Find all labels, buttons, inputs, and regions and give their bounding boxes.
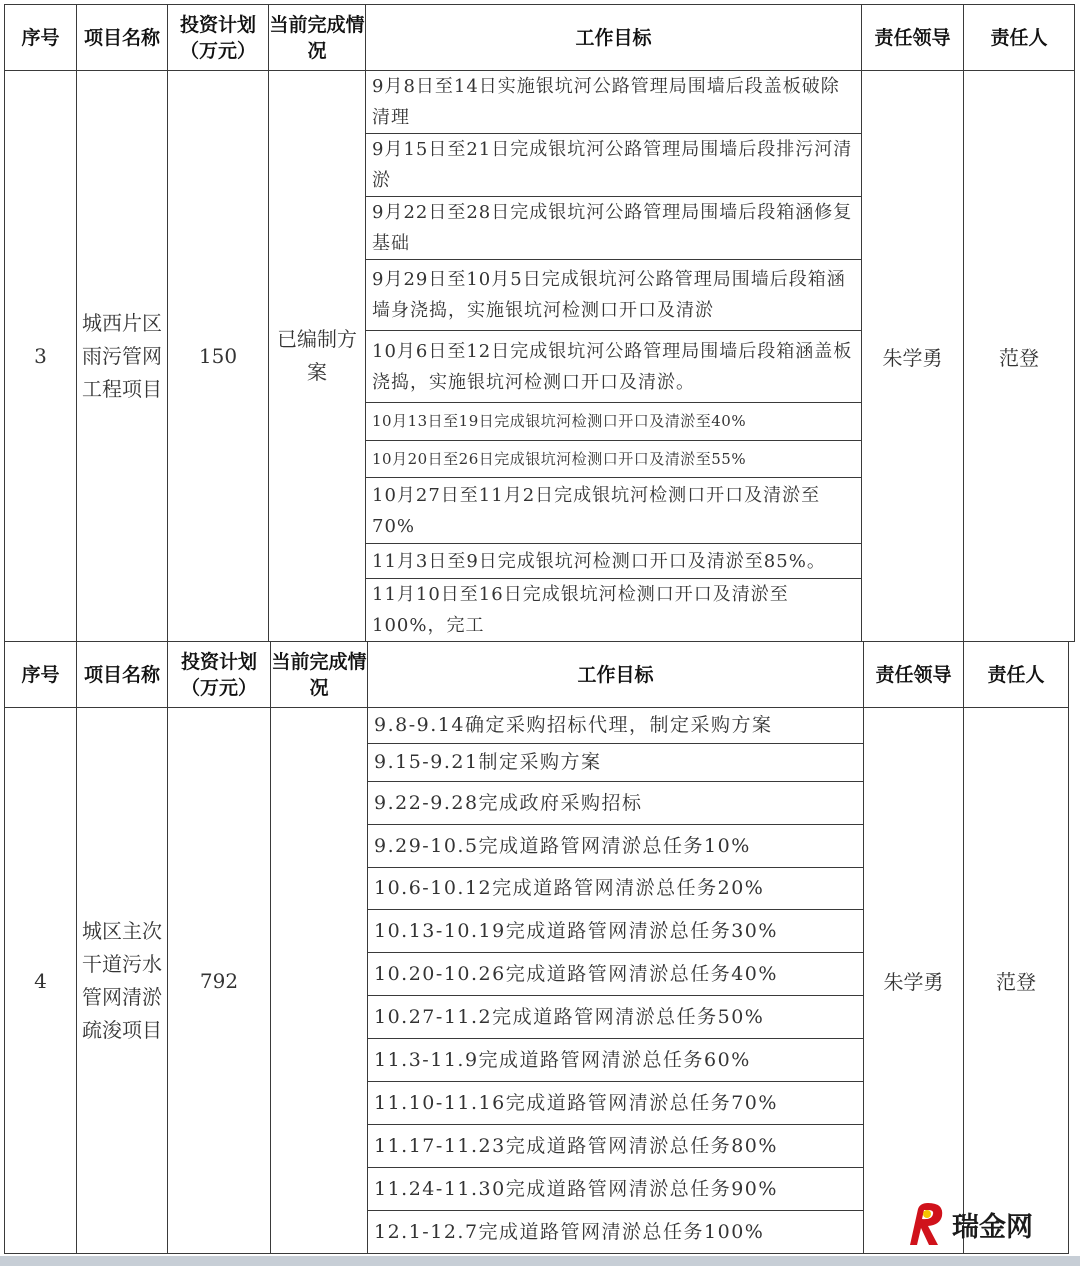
goal-item: 12.1-12.7完成道路管网清淤总任务100%: [368, 1211, 864, 1254]
project-name: 城区主次干道污水管网清淤疏浚项目: [77, 708, 168, 1254]
project-table-1: [4, 4, 1075, 642]
table-header-row: [5, 642, 1069, 708]
header-leader: 责任领导: [864, 642, 964, 708]
header-status: 当前完成情况: [269, 5, 366, 71]
project-status: 已编制方案: [269, 71, 366, 642]
project-person: 范登: [964, 71, 1075, 642]
goal-item: 11.3-11.9完成道路管网清淤总任务60%: [368, 1039, 864, 1082]
goal-item: 10.27-11.2完成道路管网清淤总任务50%: [368, 996, 864, 1039]
goal-item: 11.17-11.23完成道路管网清淤总任务80%: [368, 1125, 864, 1168]
goal-item: 9.8-9.14确定采购招标代理，制定采购方案: [368, 708, 864, 744]
goal-item: 11月3日至9日完成银坑河检测口开口及清淤至85%。: [366, 544, 862, 579]
project-person: 范登: [964, 708, 1069, 1254]
goal-item: 9月29日至10月5日完成银坑河公路管理局围墙后段箱涵墙身浇捣，实施银坑河检测口开口及清淤: [366, 260, 862, 331]
header-seq: 序号: [5, 642, 77, 708]
goal-item: 10月27日至11月2日完成银坑河检测口开口及清淤至70%: [366, 478, 862, 544]
header-goal: 工作目标: [368, 642, 864, 708]
project-table-2: [4, 641, 1069, 1254]
table-row: [5, 708, 1069, 744]
goal-item: 11.10-11.16完成道路管网清淤总任务70%: [368, 1082, 864, 1125]
goal-item: 10月6日至12日完成银坑河公路管理局围墙后段箱涵盖板浇捣，实施银坑河检测口开口及清淤。: [366, 331, 862, 403]
table-row: [5, 71, 1075, 134]
header-person: 责任人: [964, 5, 1075, 71]
project-investment: 792: [168, 708, 271, 1254]
bottom-edge-strip: [0, 1256, 1080, 1266]
goal-item: 11月10日至16日完成银坑河检测口开口及清淤至100%，完工: [366, 579, 862, 642]
goal-item: 9.15-9.21制定采购方案: [368, 744, 864, 782]
project-leader: 朱学勇: [862, 71, 964, 642]
header-investment: 投资计划（万元）: [168, 5, 269, 71]
goal-item: 10月13日至19日完成银坑河检测口开口及清淤至40%: [366, 403, 862, 441]
project-investment: 150: [168, 71, 269, 642]
goal-item: 9月15日至21日完成银坑河公路管理局围墙后段排污河清淤: [366, 134, 862, 197]
project-status: [271, 708, 368, 1254]
goal-item: 10.20-10.26完成道路管网清淤总任务40%: [368, 953, 864, 996]
ruijin-logo-icon: [904, 1201, 948, 1247]
header-project-name: 项目名称: [77, 5, 168, 71]
watermark-text: 瑞金网: [952, 1211, 1033, 1243]
project-leader: 朱学勇: [864, 708, 964, 1254]
header-goal: 工作目标: [366, 5, 862, 71]
goal-item: 9月22日至28日完成银坑河公路管理局围墙后段箱涵修复基础: [366, 197, 862, 260]
header-seq: 序号: [5, 5, 77, 71]
watermark: [904, 1200, 1033, 1248]
goal-item: 11.24-11.30完成道路管网清淤总任务90%: [368, 1168, 864, 1211]
header-leader: 责任领导: [862, 5, 964, 71]
goal-item: 10.6-10.12完成道路管网清淤总任务20%: [368, 868, 864, 910]
table-header-row: [5, 5, 1075, 71]
project-name: 城西片区雨污管网工程项目: [77, 71, 168, 642]
goal-item: 10月20日至26日完成银坑河检测口开口及清淤至55%: [366, 441, 862, 478]
goal-item: 10.13-10.19完成道路管网清淤总任务30%: [368, 910, 864, 953]
goal-item: 9.29-10.5完成道路管网清淤总任务10%: [368, 825, 864, 868]
project-seq: 4: [5, 708, 77, 1254]
project-seq: 3: [5, 71, 77, 642]
header-status: 当前完成情况: [271, 642, 368, 708]
goal-item: 9月8日至14日实施银坑河公路管理局围墙后段盖板破除清理: [366, 71, 862, 134]
goal-item: 9.22-9.28完成政府采购招标: [368, 782, 864, 825]
header-investment: 投资计划（万元）: [168, 642, 271, 708]
header-person: 责任人: [964, 642, 1069, 708]
header-project-name: 项目名称: [77, 642, 168, 708]
